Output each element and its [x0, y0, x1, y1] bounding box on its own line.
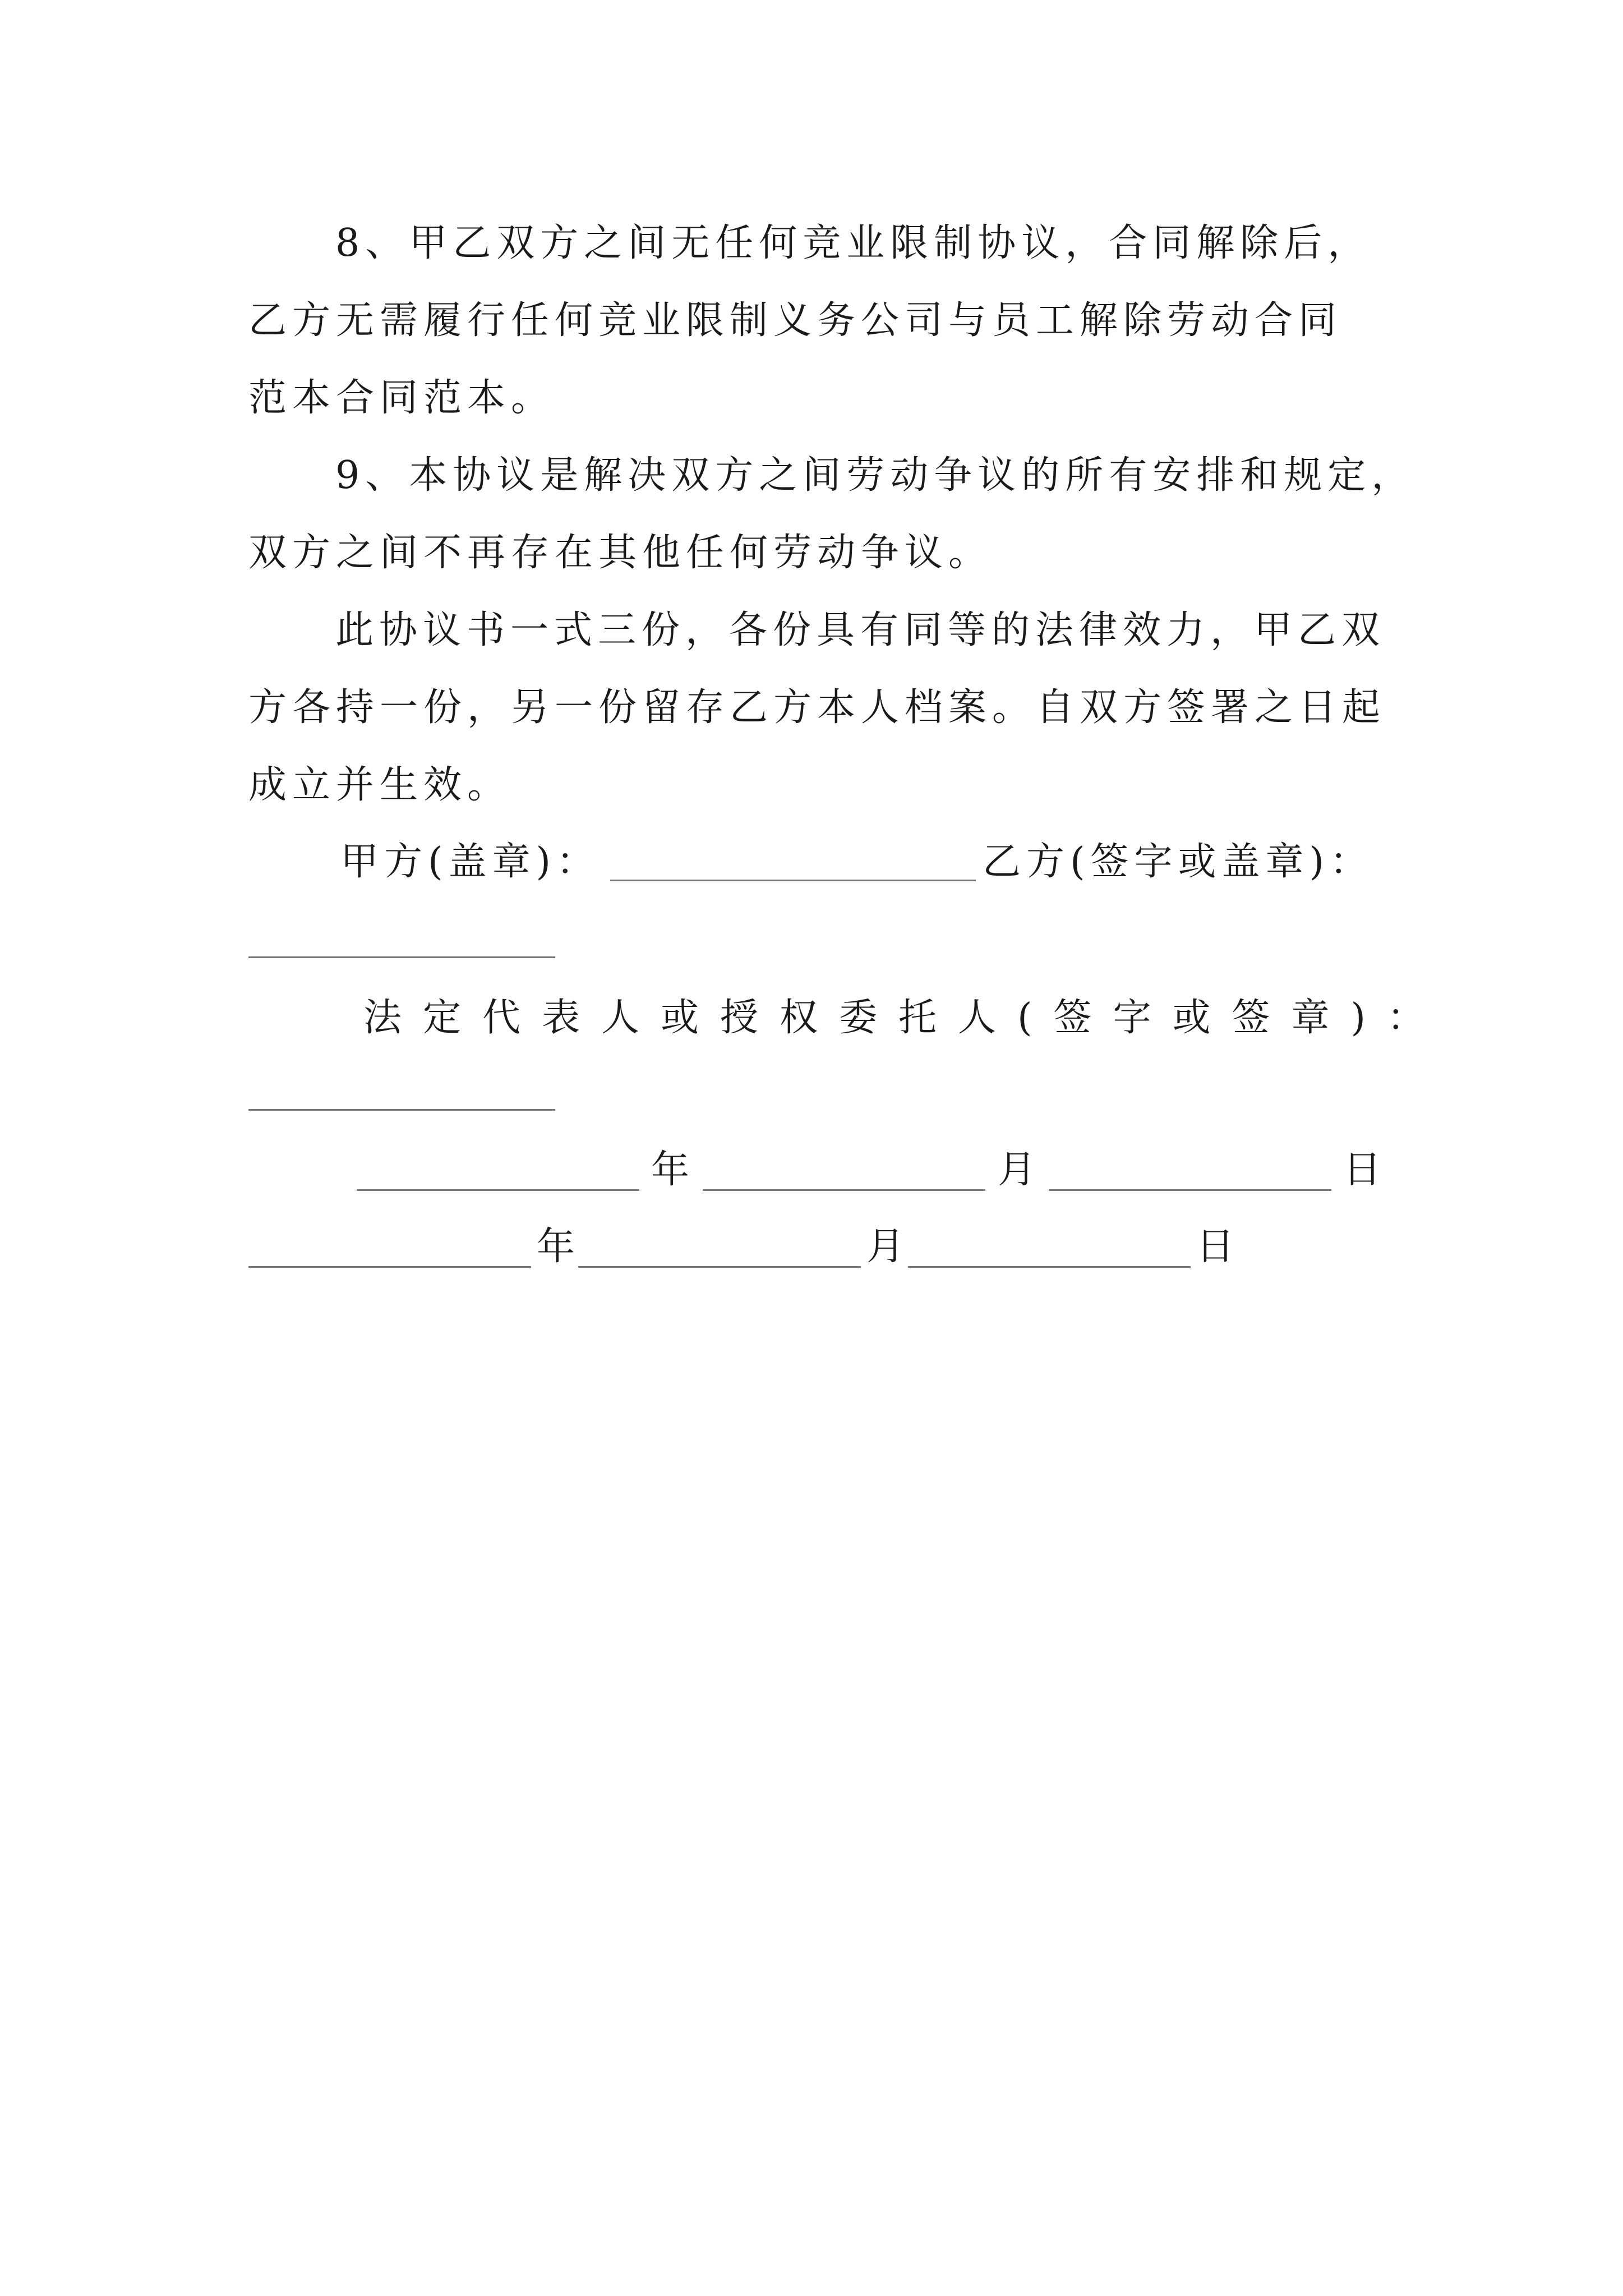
- clause-8-line-1: 8、甲乙双方之间无任何竞业限制协议，合同解除后，: [335, 221, 1372, 265]
- party-b-signature-blank[interactable]: [248, 956, 555, 958]
- date-2-month-label: 月: [866, 1225, 911, 1269]
- closing-line-2: 方各持一份，另一份留存乙方本人档案。自双方签署之日起: [248, 685, 1386, 730]
- closing-line-3: 成立并生效。: [248, 763, 511, 807]
- date-2-day-blank[interactable]: [908, 1266, 1191, 1268]
- representative-label: 法定代表人或授权委托人(签字或签章)：: [363, 996, 1447, 1040]
- clause-9-line-1: 9、本协议是解决双方之间劳动争议的所有安排和规定，: [335, 453, 1415, 498]
- party-b-label: 乙方(签字或盖章)：: [983, 840, 1374, 884]
- party-a-signature-blank[interactable]: [610, 880, 976, 881]
- date-2-month-blank[interactable]: [578, 1266, 861, 1268]
- representative-signature-blank[interactable]: [248, 1109, 555, 1111]
- date-1-year-blank[interactable]: [357, 1189, 639, 1191]
- date-1-day-label: 日: [1343, 1148, 1387, 1192]
- date-1-year-label: 年: [651, 1148, 695, 1192]
- date-2-year-blank[interactable]: [248, 1266, 531, 1268]
- date-1-month-blank[interactable]: [703, 1189, 985, 1191]
- party-a-label: 甲方(盖章)：: [340, 840, 601, 884]
- clause-9-line-2: 双方之间不再存在其他任何劳动争议。: [248, 531, 993, 575]
- date-1-month-label: 月: [998, 1148, 1042, 1192]
- clause-8-line-2: 乙方无需履行任何竞业限制义务公司与员工解除劳动合同: [248, 298, 1343, 343]
- clause-8-line-3: 范本合同范本。: [248, 376, 555, 420]
- date-2-year-label: 年: [537, 1225, 581, 1269]
- date-2-day-label: 日: [1196, 1225, 1241, 1269]
- closing-line-1: 此协议书一式三份，各份具有同等的法律效力，甲乙双: [335, 608, 1386, 652]
- date-1-day-blank[interactable]: [1049, 1189, 1331, 1191]
